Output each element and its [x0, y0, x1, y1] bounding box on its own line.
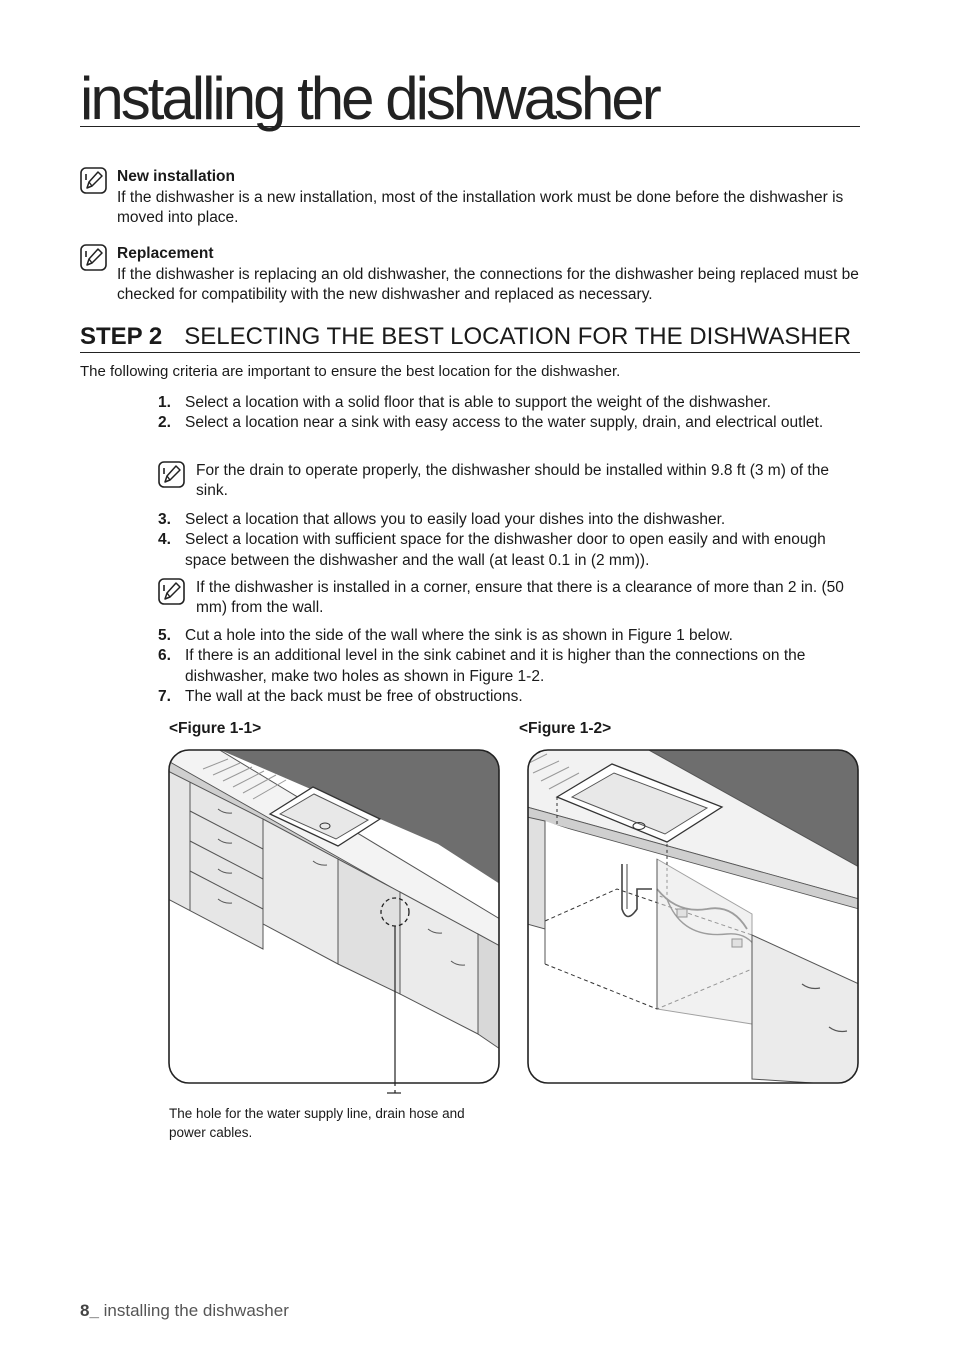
list-item-text: The wall at the back must be free of obstructions. [185, 687, 523, 705]
note-text: If the dishwasher is replacing an old dishwasher, the connections for the dishwasher being replaced must be checked for compatibility with the new dishwasher and replaced as necessary. [117, 265, 859, 303]
criteria-list-b [158, 510, 858, 571]
intro-text: The following criteria are important to ensure the best location for the dishwasher. [80, 363, 621, 380]
note-drain-distance [158, 461, 853, 502]
note-pencil-icon [158, 461, 185, 488]
page-number: 8_ [80, 1301, 99, 1320]
note-text: For the drain to operate properly, the dishwasher should be installed within 9.8 ft (3 m) of the sink. [196, 462, 829, 500]
note-corner-clearance [158, 578, 853, 619]
list-item-number: 1. [158, 394, 171, 411]
list-item-text: Select a location near a sink with easy access to the water supply, drain, and electrical outlet. [185, 414, 824, 432]
list-item [158, 413, 858, 433]
figure-1-1-label: <Figure 1-1> [169, 720, 262, 737]
figure-1-2-label: <Figure 1-2> [519, 720, 612, 737]
leader-line-end [384, 1090, 404, 1100]
list-item [158, 626, 858, 646]
list-item [158, 687, 858, 707]
note-title: Replacement [117, 245, 214, 262]
figure-1-1 [168, 749, 500, 1086]
page-footer [80, 1301, 289, 1321]
note-new-installation [80, 167, 860, 229]
list-item [158, 393, 858, 413]
note-pencil-icon [80, 244, 107, 271]
list-item [158, 646, 858, 687]
list-item-text: Select a location that allows you to easily load your dishes into the dishwasher. [185, 511, 726, 528]
step-heading [80, 322, 860, 353]
list-item-text: If there is an additional level in the sink cabinet and it is higher than the connections on the dishwasher, make two holes as shown in Figure 1-2. [185, 647, 806, 685]
note-text: If the dishwasher is a new installation, most of the installation work must be done before the dishwasher is moved into place. [117, 188, 844, 226]
criteria-list-a [158, 393, 858, 434]
step-title: SELECTING THE BEST LOCATION FOR THE DISHWASHER [184, 323, 852, 350]
list-item-text: Cut a hole into the side of the wall where the sink is as shown in Figure 1 below. [185, 627, 733, 644]
footer-text: installing the dishwasher [98, 1301, 289, 1320]
figure-caption: The hole for the water supply line, drain hose and power cables. [169, 1106, 465, 1140]
criteria-list-c [158, 626, 858, 707]
step-number: STEP 2 [80, 323, 163, 350]
list-item [158, 530, 858, 571]
figure-1-2 [527, 749, 859, 1086]
list-item-text: Select a location with a solid floor that is able to support the weight of the dishwasher. [185, 394, 771, 411]
list-item-number: 3. [158, 511, 171, 528]
note-text: If the dishwasher is installed in a corner, ensure that there is a clearance of more than 2 in. (50 mm) from the wall. [196, 579, 844, 617]
list-item [158, 510, 858, 530]
list-item-number: 4. [158, 531, 171, 549]
note-replacement [80, 244, 860, 306]
note-pencil-icon [158, 578, 185, 605]
list-item-number: 6. [158, 647, 171, 665]
list-item-number: 2. [158, 414, 171, 432]
list-item-text: Select a location with sufficient space for the dishwasher door to open easily and with enough space between the dishwasher and the wall (at least 0.1 in (2 mm)). [185, 531, 826, 569]
list-item-number: 5. [158, 627, 171, 644]
note-title: New installation [117, 168, 235, 185]
list-item-number: 7. [158, 687, 171, 705]
page-title: installing the dishwasher [80, 68, 860, 127]
note-pencil-icon [80, 167, 107, 194]
